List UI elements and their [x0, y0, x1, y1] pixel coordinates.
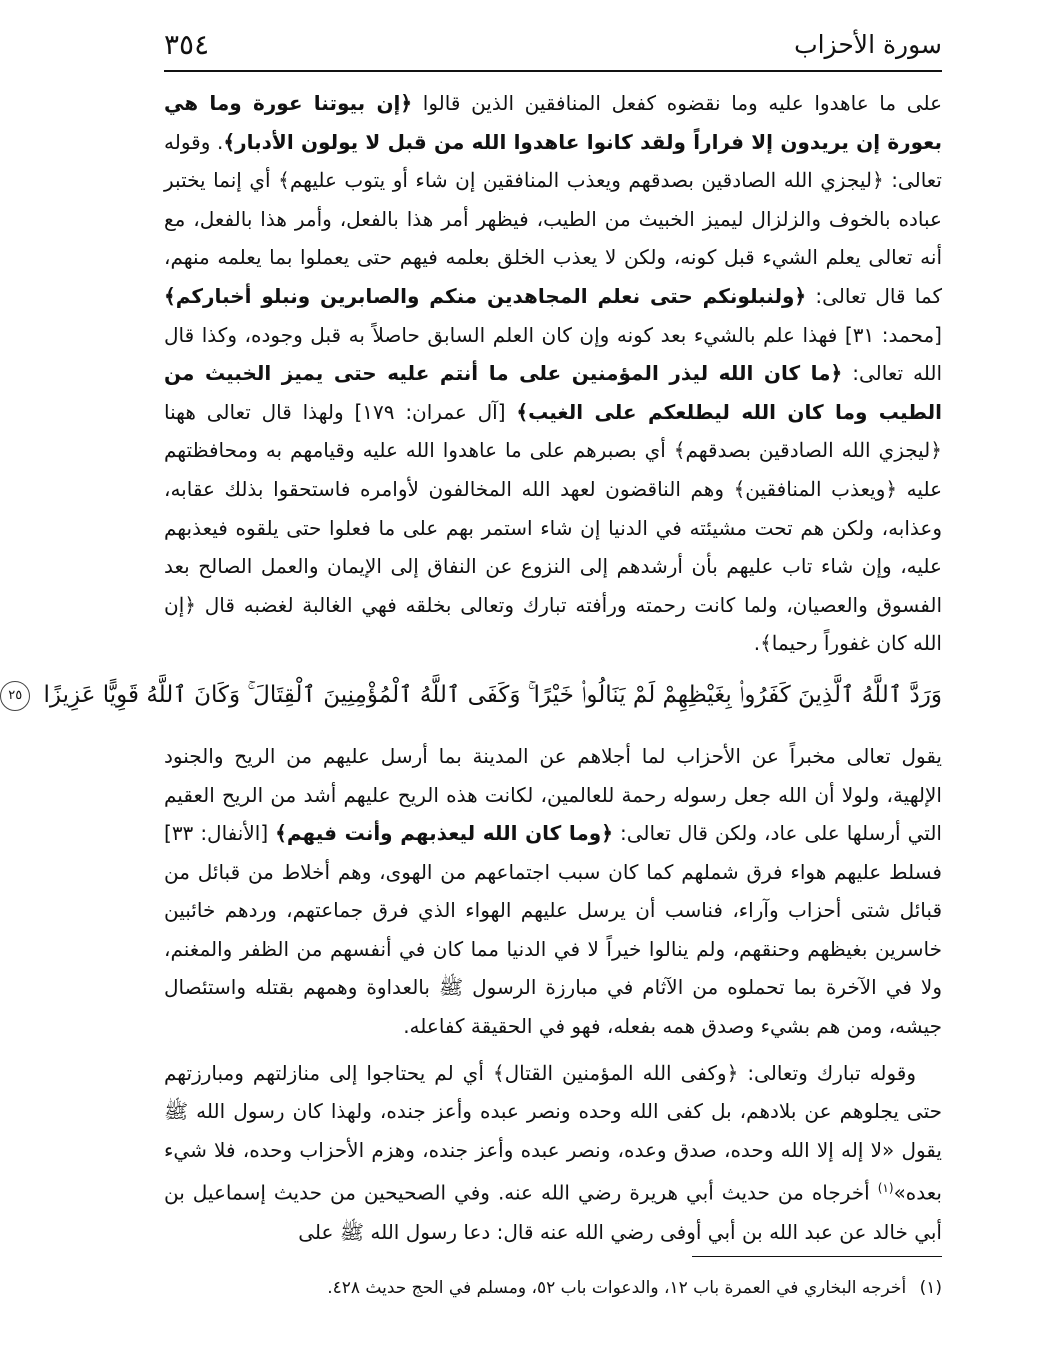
paragraph-1 [164, 84, 942, 663]
verse-text: وَرَدَّ ٱللَّهُ ٱلَّذِينَ كَفَرُوا۟ بِغَيْظِهِمْ لَمْ يَنَالُوا۟ خَيْرًا ۚ وَكَفَى ٱللَّهُ ٱلْمُؤْمِنِينَ ٱلْقِتَالَ ۚ وَكَانَ ٱللَّهُ قَوِيًّا عَزِيزًا [43, 681, 942, 708]
paragraph-3 [164, 1054, 942, 1252]
quran-quote: ﴿إن الله كان غفوراً رحيما﴾ [164, 592, 942, 656]
paragraph-2 [164, 737, 942, 1046]
footnote-number: (١) [919, 1278, 942, 1298]
quran-quote: ﴿إن بيوتنا عورة وما هي بعورة إن يريدون إلا فراراً ولقد كانوا عاهدوا الله من قبل لا يولون الأدبار﴾ [164, 91, 942, 154]
page-number: ٣٥٤ [164, 28, 210, 61]
text-run: [محمد: ٣١] فهذا علم بالشيء بعد كونه وإن كان العلم السابق حاصلاً به قبل وجوده، وكذا قال الله تعالى: [164, 322, 942, 386]
surah-title: سورة الأحزاب [794, 30, 942, 59]
footnote-reference: (١) [877, 1181, 894, 1196]
footnote-divider [692, 1256, 942, 1257]
quran-quote: ﴿ويعذب المنافقين﴾ [733, 476, 898, 501]
footnote-text: أخرجه البخاري في العمرة باب ١٢، والدعوات باب ٥٢، ومسلم في الحج حديث ٤٢٨. [327, 1278, 907, 1298]
quran-verse [8, 673, 942, 717]
main-text [8, 84, 943, 1251]
text-run: أي بصبرهم على ما عاهدوا الله عليه وقيامهم به ومحافظتهم عليه [164, 438, 942, 501]
text-run: على ما عاهدوا عليه وما نقضوه كفعل المنافقين الذين قالوا [412, 91, 943, 115]
text-run: أي إنما يختبر عباده بالخوف والزلزال ليميز الخبيث من الطيب، فيظهر أمر هذا بالفعل، وأمر هذا بالفعل، مع أنه تعالى يعلم الشيء قبل كونه، ولكن لا يعذب الخلق بعلمه فيهم حتى يعملوا بما يعلمه منهم، كما قال تعالى: [164, 168, 942, 308]
quran-quote: ﴿ليجزي الله الصادقين بصدقهم ويعذب المنافقين إن شاء أو يتوب عليهم﴾ [278, 168, 884, 193]
text-run: يقول تعالى مخبراً عن الأحزاب لما أجلاهم عن المدينة بما أرسل عليهم من الريح والجنود الإلهية، ولولا أن الله جعل رسوله رحمة للعالمين، لكانت هذه الريح عليهم أشد من الريح العقيم التي أرسلها على عاد، ولكن قال تعالى: [164, 743, 942, 846]
text-run: وهم الناقضون لعهد الله المخالفون لأوامره فاستحقوا بذلك عقابه، وعذابه، ولكن هم تحت مشيئته في الدنيا إن شاء استمر بهم على ما فعلوا حتى يلقوه فيعذبهم عليه، وإن شاء تاب عليهم بأن أرشدهم إلى النزوع عن النفاق إلى الإيمان والعمل الصالح بعد الفسوق والعصيان، ولما كانت رحمته ورأفته تبارك وتعالى بخلقه فهي الغالبة لغضبه قال [164, 476, 942, 617]
text-run: . وقوله تعالى: [164, 129, 943, 193]
text-run: [الأنفال: ٣٣] فسلط عليهم هواء فرق شملهم كما كان سبب اجتماعهم من الهوى، وهم أخلاط من قبائل من قبائل شتى أحزاب وآراء، فناسب أن يرسل عليهم الهواء الذي فرق جماعتهم، وردهم خائبين خاسرين بغيظهم وحنقهم، ولم ينالوا خيراً لا في الدنيا مما كان في أنفسهم من الظفر والمغنم، ولا في الآخرة بما تحملوه من الآثام في مبارزة الرسول ﷺ بالعداوة وهمهم بقتله واستئصال جيشه، ومن هم بشيء وصدق همه بفعله، فهو في الحقيقة كفاعله. [164, 821, 942, 1039]
quran-quote: ﴿وما كان الله ليعذبهم وأنت فيهم﴾ [275, 821, 613, 846]
page-header [164, 24, 942, 72]
quran-quote: ﴿وكفى الله المؤمنين القتال﴾ [492, 1060, 739, 1085]
quran-quote: ﴿ولنبلونكم حتى نعلم المجاهدين منكم والصابرين ونبلو أخباركم﴾ [164, 283, 807, 308]
text-run: أخرجاه من حديث أبي هريرة رضي الله عنه. وفي الصحيحين من حديث إسماعيل بن أبي خالد عن عبد الله بن أبي أوفى رضي الله عنه قال: دعا رسول الله ﷺ على [164, 1181, 942, 1244]
book-page [8, 0, 1040, 1367]
verse-number-ornament: ٢٥ [0, 681, 30, 711]
quran-quote: ﴿ليجزي الله الصادقين بصدقهم﴾ [673, 438, 942, 463]
text-run: [آل عمران: ١٧٩] ولهذا قال تعالى ههنا [164, 399, 517, 424]
footnote [164, 1278, 942, 1298]
text-run: . [753, 631, 761, 656]
text-run: وقوله تبارك وتعالى: [738, 1060, 917, 1085]
quran-quote: ﴿ما كان الله ليذر المؤمنين على ما أنتم عليه حتى يميز الخبيث من الطيب وما كان الله ليطلعكم على الغيب﴾ [164, 361, 942, 424]
text-run: أي لم يحتاجوا إلى منازلتهم ومبارزتهم حتى يجلوهم عن بلادهم، بل كفى الله وحده ونصر عبده وأعز جنده، ولهذا كان رسول الله ﷺ يقول «لا إله إلا الله وحده، صدق وعده، ونصر عبده وأعز جنده، وهزم الأحزاب وحده، فلا شيء بعده» [164, 1060, 942, 1206]
